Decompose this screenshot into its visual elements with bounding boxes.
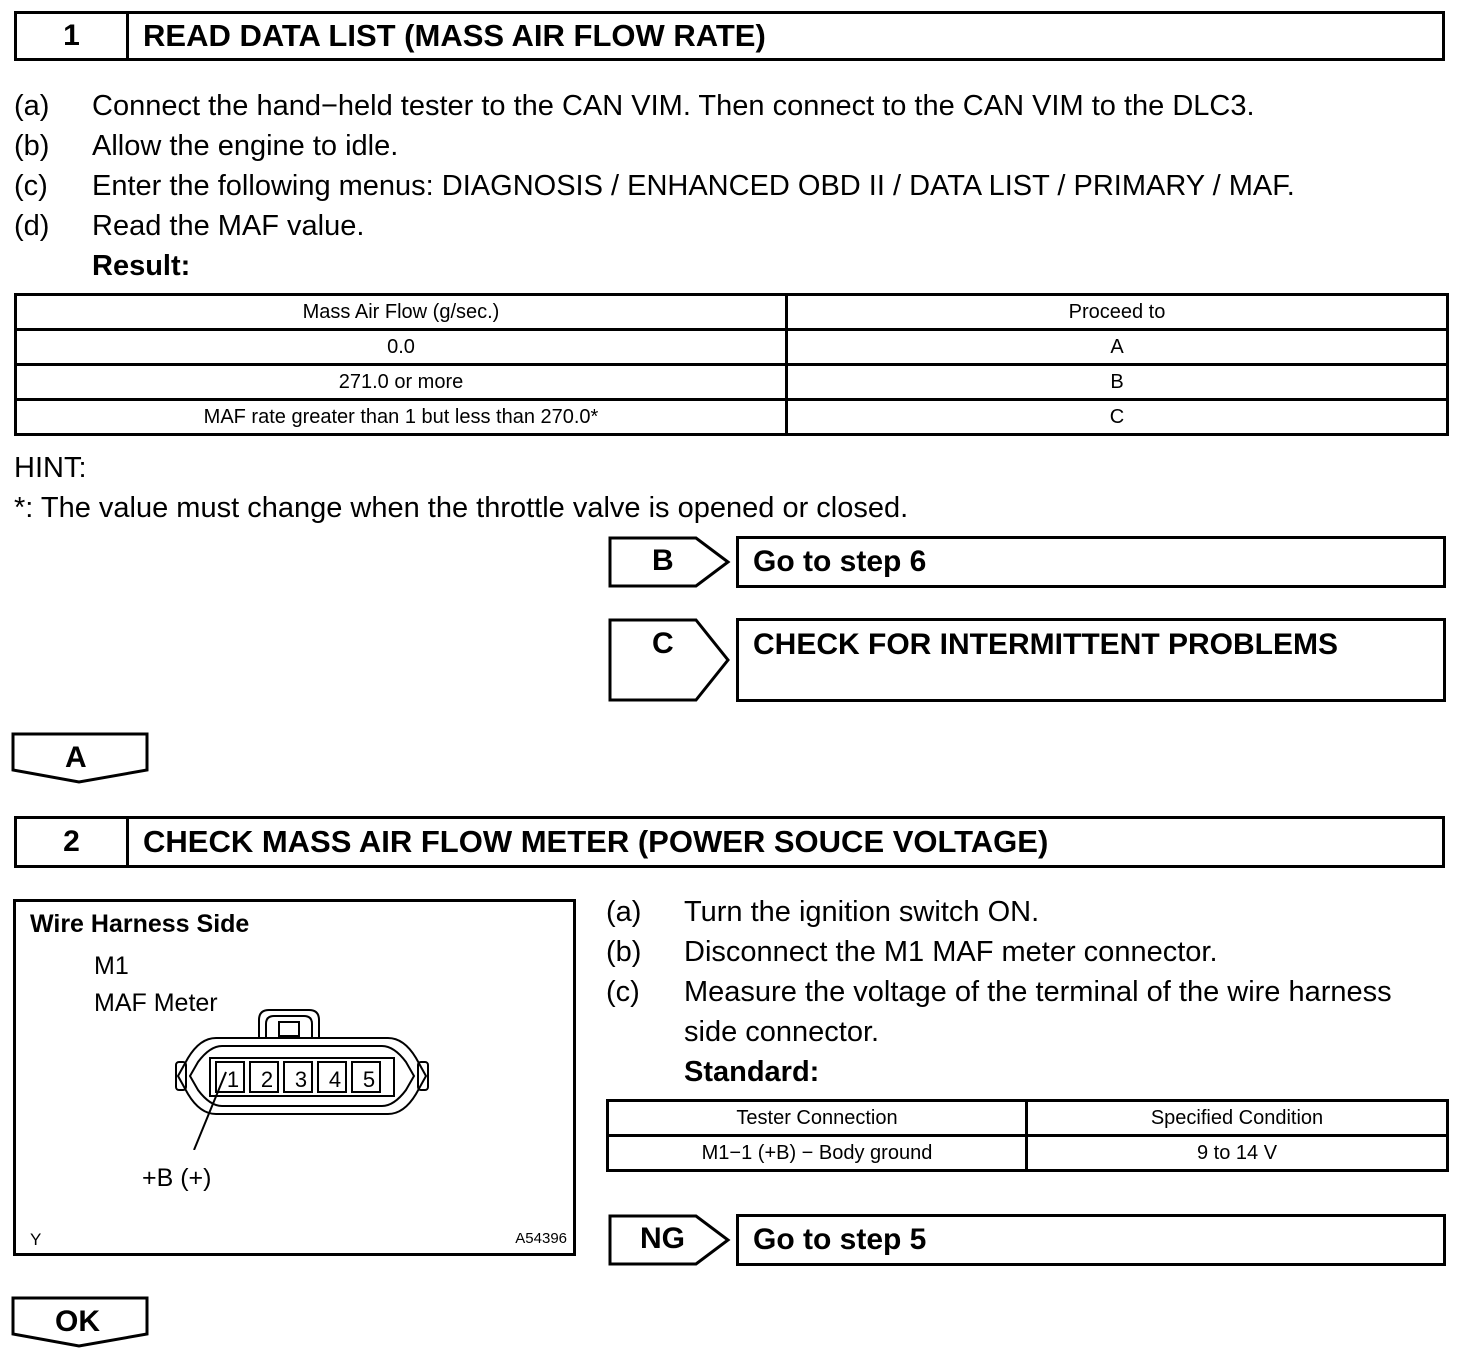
pin-number: 4 bbox=[328, 1067, 342, 1092]
check-intermittent-problems-box[interactable]: CHECK FOR INTERMITTENT PROBLEMS bbox=[736, 618, 1446, 702]
result-ng-tag: NG bbox=[640, 1222, 685, 1255]
step-2-instruction-c bbox=[606, 975, 1392, 1009]
figure-code: A54396 bbox=[515, 1230, 567, 1247]
table-row bbox=[608, 1136, 1448, 1171]
wire-harness-figure bbox=[13, 899, 576, 1256]
next-a-tag: A bbox=[65, 741, 87, 774]
connector-id: M1 bbox=[94, 952, 129, 980]
instruction-text: Disconnect the M1 MAF meter connector. bbox=[684, 936, 1218, 968]
pin-number: 2 bbox=[260, 1067, 274, 1092]
step-1-instruction-b bbox=[14, 129, 398, 163]
go-to-step-6-box[interactable]: Go to step 6 bbox=[736, 536, 1446, 588]
pin-number: 1 bbox=[226, 1067, 240, 1092]
instruction-label: (c) bbox=[606, 976, 640, 1008]
instruction-text: Enter the following menus: DIAGNOSIS / ENHANCED OBD II / DATA LIST / PRIMARY / MAF. bbox=[92, 170, 1295, 202]
figure-corner-left: Y bbox=[30, 1230, 42, 1249]
table-cell: 271.0 or more bbox=[16, 365, 787, 400]
result-label: Result: bbox=[92, 250, 191, 282]
table-cell: 0.0 bbox=[16, 330, 787, 365]
table-cell: C bbox=[787, 400, 1448, 435]
step-1-title: READ DATA LIST (MASS AIR FLOW RATE) bbox=[143, 18, 766, 53]
standard-label: Standard: bbox=[684, 1056, 820, 1088]
table-row bbox=[16, 330, 1448, 365]
step-2-title: CHECK MASS AIR FLOW METER (POWER SOUCE VOLTAGE) bbox=[143, 824, 1049, 859]
pin-callout: +B (+) bbox=[142, 1164, 212, 1192]
instruction-text: Read the MAF value. bbox=[92, 210, 365, 242]
instruction-text: Turn the ignition switch ON. bbox=[684, 896, 1040, 928]
table-cell: 9 to 14 V bbox=[1027, 1136, 1448, 1171]
step-2-header bbox=[14, 816, 1445, 868]
mass-air-flow-table bbox=[14, 293, 1449, 436]
hint-text: *: The value must change when the throttle valve is opened or closed. bbox=[14, 492, 909, 524]
table-header-cell: Proceed to bbox=[787, 295, 1448, 330]
table-cell: M1−1 (+B) − Body ground bbox=[608, 1136, 1027, 1171]
step-1-instruction-a bbox=[14, 89, 1255, 123]
instruction-label: (a) bbox=[606, 896, 642, 928]
instruction-text: Measure the voltage of the terminal of the wire harness bbox=[684, 976, 1392, 1008]
step-1-instruction-d bbox=[14, 209, 364, 243]
pin-number: 5 bbox=[362, 1067, 376, 1092]
step-2-instruction-a bbox=[606, 895, 1039, 929]
table-header-cell: Specified Condition bbox=[1027, 1101, 1448, 1136]
instruction-text: side connector. bbox=[684, 1016, 880, 1048]
step-1-header bbox=[14, 11, 1445, 61]
instruction-text: Connect the hand−held tester to the CAN VIM. Then connect to the CAN VIM to the DLC3. bbox=[92, 90, 1255, 122]
table-cell: MAF rate greater than 1 but less than 270.0* bbox=[16, 400, 787, 435]
table-row bbox=[16, 400, 1448, 435]
result-c-tag: C bbox=[652, 627, 674, 660]
step-2-instruction-c-cont bbox=[606, 1015, 879, 1049]
instruction-label: (d) bbox=[14, 210, 50, 242]
hint-label: HINT: bbox=[14, 452, 87, 484]
table-row bbox=[16, 365, 1448, 400]
result-b-tag: B bbox=[652, 544, 674, 577]
instruction-label: (a) bbox=[14, 90, 50, 122]
table-header-row bbox=[16, 295, 1448, 330]
connector-name: MAF Meter bbox=[94, 989, 218, 1017]
next-ok-tag: OK bbox=[55, 1305, 100, 1338]
table-header-row bbox=[608, 1101, 1448, 1136]
pin-number: 3 bbox=[294, 1067, 308, 1092]
table-cell: A bbox=[787, 330, 1448, 365]
instruction-label: (b) bbox=[606, 936, 642, 968]
standard-voltage-table bbox=[606, 1099, 1449, 1172]
instruction-text: Allow the engine to idle. bbox=[92, 130, 399, 162]
figure-heading: Wire Harness Side bbox=[30, 910, 250, 938]
table-header-cell: Mass Air Flow (g/sec.) bbox=[16, 295, 787, 330]
instruction-label: (c) bbox=[14, 170, 48, 202]
go-to-step-5-box[interactable]: Go to step 5 bbox=[736, 1214, 1446, 1266]
table-cell: B bbox=[787, 365, 1448, 400]
step-2-instruction-b bbox=[606, 935, 1218, 969]
step-2-number: 2 bbox=[17, 819, 129, 865]
table-header-cell: Tester Connection bbox=[608, 1101, 1027, 1136]
step-1-number: 1 bbox=[17, 14, 129, 58]
instruction-label: (b) bbox=[14, 130, 50, 162]
step-1-instruction-c bbox=[14, 169, 1295, 203]
